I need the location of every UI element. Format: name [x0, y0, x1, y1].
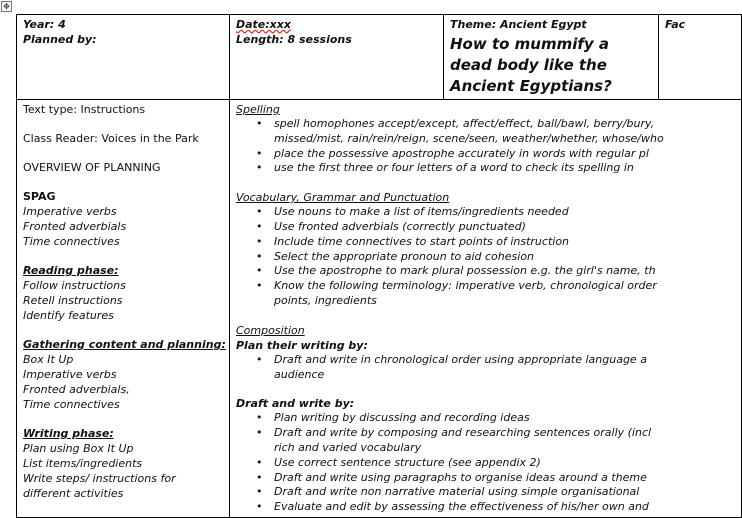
- plan-heading: Plan their writing by:: [236, 338, 368, 352]
- spelling-item: • use the first three or four letters of a word to check its spelling in: [274, 161, 735, 176]
- gathering-item: Fronted adverbials,: [23, 383, 130, 396]
- spelling-list: [236, 117, 735, 176]
- spag-item: Fronted adverbials: [23, 220, 127, 233]
- spelling-item: • spell homophones accept/except, affect/effect, ball/bawl, berry/bury,: [274, 117, 735, 132]
- content-row: [17, 100, 742, 518]
- vocab-item: • Select the appropriate pronoun to aid cohesion: [274, 250, 735, 265]
- draft-item: • Draft and write by composing and researching sentences orally (incl: [274, 426, 735, 441]
- gathering-item: Time connectives: [23, 398, 120, 411]
- writing-heading: Writing phase:: [23, 427, 114, 440]
- theme-label: Theme: Ancient Egypt: [450, 18, 587, 31]
- table-move-handle[interactable]: ✥: [1, 1, 12, 12]
- fourth-header-cell[interactable]: [659, 15, 742, 100]
- spelling-item: • place the possessive apostrophe accurately in words with regular pl: [274, 147, 735, 162]
- draft-item: • Use correct sentence structure (see appendix 2): [274, 456, 735, 471]
- spelling-heading: Spelling: [236, 103, 280, 116]
- draft-item-continued: rich and varied vocabulary: [274, 440, 422, 454]
- overview-heading: OVERVIEW OF PLANNING: [23, 161, 161, 174]
- overview-cell[interactable]: [17, 100, 230, 518]
- draft-item: • Plan writing by discussing and recording ideas: [274, 411, 735, 426]
- spelling-item-continued: [274, 132, 735, 147]
- header-row: [17, 15, 742, 100]
- theme-cell[interactable]: [444, 15, 659, 100]
- vocab-item: • Use nouns to make a list of items/ingredients needed: [274, 205, 735, 220]
- spag-heading: SPAG: [23, 190, 56, 203]
- plan-item-continued: audience: [274, 367, 325, 381]
- vocab-list: [236, 205, 735, 309]
- date-label: Date:xxx: [236, 18, 291, 31]
- reading-item: Identify features: [23, 309, 114, 322]
- planning-table: [16, 14, 742, 518]
- reading-item: Retell instructions: [23, 294, 123, 307]
- vocab-item: • Use the apostrophe to mark plural possession e.g. the girl's name, th: [274, 264, 735, 279]
- writing-item: Plan using Box It Up: [23, 442, 134, 455]
- year-cell[interactable]: [17, 15, 230, 100]
- fourth-header-label: Fac: [665, 18, 686, 31]
- reading-item: Follow instructions: [23, 279, 126, 292]
- year-label: Year: 4: [23, 18, 66, 31]
- spag-item: Time connectives: [23, 235, 120, 248]
- objectives-cell[interactable]: [230, 100, 742, 518]
- class-reader: Class Reader: Voices in the Park: [23, 132, 199, 145]
- writing-item: List items/ingredients: [23, 457, 143, 470]
- plan-list: [236, 353, 735, 383]
- plan-item: • Draft and write in chronological order using appropriate language a: [274, 353, 735, 368]
- vocab-item: • Use fronted adverbials (correctly punctuated): [274, 220, 735, 235]
- spag-item: Imperative verbs: [23, 205, 117, 218]
- gathering-item: Imperative verbs: [23, 368, 117, 381]
- planned-by-label: Planned by:: [23, 33, 97, 46]
- length-label: Length: 8 sessions: [236, 33, 352, 46]
- vocab-heading: Vocabulary, Grammar and Punctuation: [236, 191, 450, 205]
- draft-item: • Draft and write using paragraphs to organise ideas around a theme: [274, 471, 735, 486]
- reading-heading: Reading phase:: [23, 264, 119, 277]
- text-type: Text type: Instructions: [23, 103, 146, 116]
- unit-question: How to mummify a dead body like the Ancient Egyptians?: [450, 35, 612, 95]
- draft-list: [236, 411, 735, 515]
- draft-heading: Draft and write by:: [236, 397, 355, 411]
- draft-item: • Draft and write non narrative material using simple organisational: [274, 485, 735, 500]
- gathering-item: Box It Up: [23, 353, 74, 366]
- spelling-item-continued-text: missed/mist, rain/rein/reign, scene/seen, weather/whether, whose/who: [274, 131, 664, 145]
- date-cell[interactable]: [230, 15, 444, 100]
- vocab-item: • Know the following terminology: imperative verb, chronological order: [274, 279, 735, 294]
- vocab-item-continued: points, ingredients: [274, 293, 377, 307]
- composition-heading: Composition: [236, 323, 305, 337]
- writing-item: Write steps/ instructions for: [23, 472, 176, 485]
- writing-item: different activities: [23, 487, 124, 500]
- draft-item: • Evaluate and edit by assessing the effectiveness of his/her own and: [274, 500, 735, 515]
- gathering-heading: Gathering content and planning:: [23, 338, 226, 351]
- vocab-item: • Include time connectives to start points of instruction: [274, 235, 735, 250]
